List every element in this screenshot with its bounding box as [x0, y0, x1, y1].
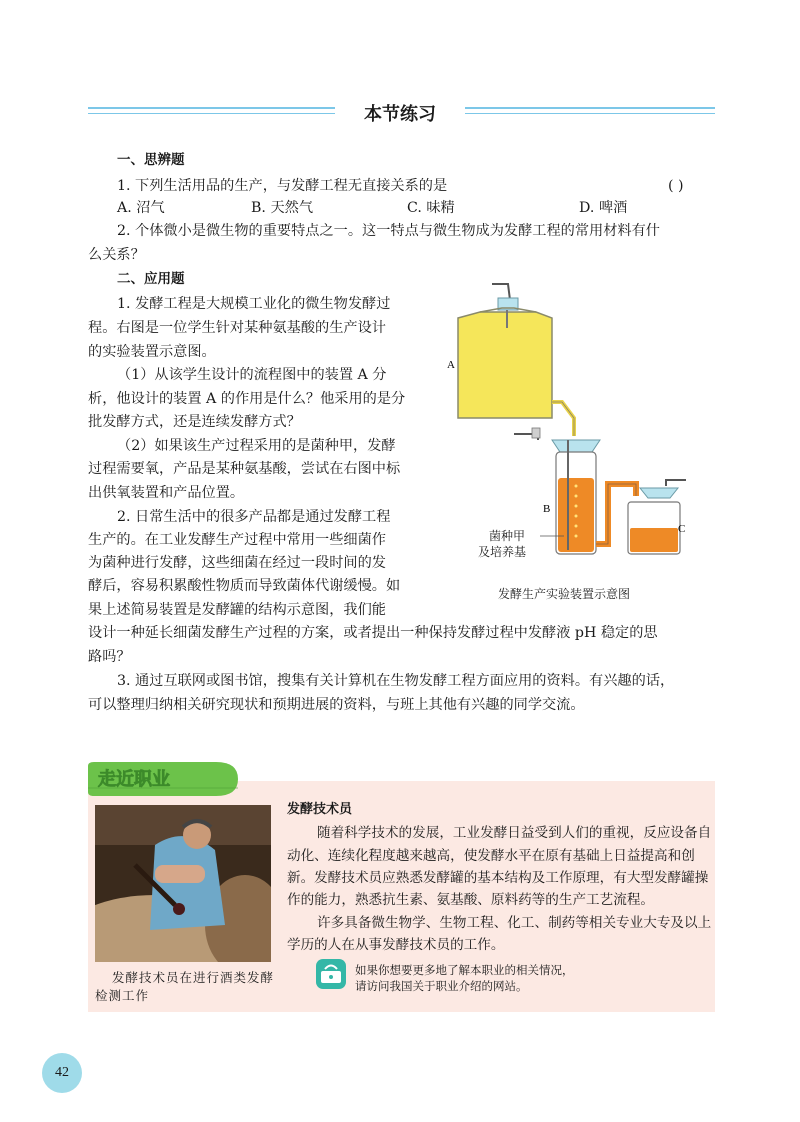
vessel-a [458, 284, 552, 418]
question-2-line-1: 2. 个体微小是微生物的重要特点之一。这一特点与微生物成为发酵工程的常用材料有什 [117, 223, 660, 239]
app-line: 1. 发酵工程是大规模工业化的微生物发酵过 [117, 296, 391, 312]
label-a: A [447, 359, 455, 371]
app-line: 批发酵方式，还是连续发酵方式？ [88, 414, 301, 430]
career-para-line: 随着科学技术的发展，工业发酵日益受到人们的重视，反应设备自 [317, 825, 712, 841]
option-d: D. 啤酒 [579, 200, 628, 216]
page-title: 本节练习 [364, 104, 436, 125]
app-line: （2）如果该生产过程采用的是菌种甲，发酵 [117, 438, 396, 454]
option-a: A. 沼气 [117, 200, 165, 216]
option-c: C. 味精 [407, 200, 455, 216]
app-line: 为菌种进行发酵，这些细菌在经过一段时间的发 [88, 555, 386, 571]
tip-line-1: 如果你想要更多地了解本职业的相关情况， [355, 963, 574, 977]
photo-caption-line-1: 发酵技术员在进行酒类发酵 [112, 970, 275, 985]
app-line: 3. 通过互联网或图书馆，搜集有关计算机在生物发酵工程方面应用的资料。有兴趣的话， [117, 673, 675, 689]
question-1: 1. 下列生活用品的生产，与发酵工程无直接关系的是 [117, 178, 448, 194]
technician-photo [95, 805, 271, 962]
job-title: 发酵技术员 [287, 802, 353, 817]
app-line: 生产的。在工业发酵生产过程中常用一些细菌作 [88, 532, 386, 548]
app-line: 酵后，容易积累酸性物质而导致菌体代谢缓慢。如 [88, 578, 401, 594]
app-line: 程。右图是一位学生针对某种氨基酸的生产设计 [88, 320, 386, 336]
section-heading-application: 二、应用题 [117, 271, 185, 287]
career-para-line: 作的能力，熟悉抗生素、氨基酸、原料药等的生产工艺流程。 [287, 892, 655, 908]
vessel-b [552, 440, 600, 554]
fermentation-apparatus-diagram [440, 278, 700, 578]
career-para-line: 学历的人在从事发酵技术员的工作。 [287, 937, 505, 953]
header-rule-left-thin [88, 113, 335, 114]
photo-caption-line-2: 检测工作 [95, 988, 150, 1003]
figure-caption: 发酵生产实验装置示意图 [498, 587, 631, 601]
career-para-line: 新。发酵技术员应熟悉发酵罐的基本结构及工作原理，有大型发酵罐操 [287, 870, 709, 886]
app-line: 过程需要氧，产品是某种氨基酸，尝试在右图中标 [88, 461, 401, 477]
app-line: 出供氧装置和产品位置。 [88, 485, 245, 501]
app-line: 设计一种延长细菌发酵生产过程的方案，或者提出一种保持发酵过程中发酵液 pH 稳定的思 [88, 625, 658, 641]
app-line: 果上述简易装置是发酵罐的结构示意图，我们能 [88, 602, 386, 618]
career-tab [88, 762, 238, 796]
question-1-answer-paren: ( ) [668, 178, 684, 194]
app-line: 的实验装置示意图。 [88, 344, 216, 360]
app-line: 路吗？ [88, 649, 131, 665]
career-para-line: 动化、连续化程度越来越高，使发酵水平在原有基础上日益提高和创 [287, 848, 695, 864]
app-line: 析，他设计的装置 A 的作用是什么？他采用的是分 [88, 391, 406, 407]
career-tab-label: 走近职业 [98, 769, 170, 790]
app-line: 可以整理归纳相关研究现状和预期进展的资料，与班上其他有兴趣的同学交流。 [88, 697, 585, 713]
label-b: B [543, 503, 551, 515]
app-line: （1）从该学生设计的流程图中的装置 A 分 [117, 367, 387, 383]
strain-label-line-2: 及培养基 [478, 545, 527, 559]
page-number: 42 [42, 1053, 82, 1093]
tip-line-2: 请访问我国关于职业介绍的网站。 [355, 979, 528, 993]
label-c: C [678, 523, 686, 535]
career-para-line: 许多具备微生物学、生物工程、化工、制药等相关专业大专及以上 [317, 915, 712, 931]
web-tip-icon [315, 958, 347, 990]
header-rule-right [465, 107, 715, 109]
question-2-line-2: 么关系？ [88, 247, 145, 263]
header-rule-left [88, 107, 335, 109]
section-heading-thinking: 一、思辨题 [117, 152, 185, 168]
app-line: 2. 日常生活中的很多产品都是通过发酵工程 [117, 509, 391, 525]
header-rule-right-thin [465, 113, 715, 114]
strain-label-line-1: 菌种甲 [489, 529, 526, 543]
option-b: B. 天然气 [251, 200, 314, 216]
